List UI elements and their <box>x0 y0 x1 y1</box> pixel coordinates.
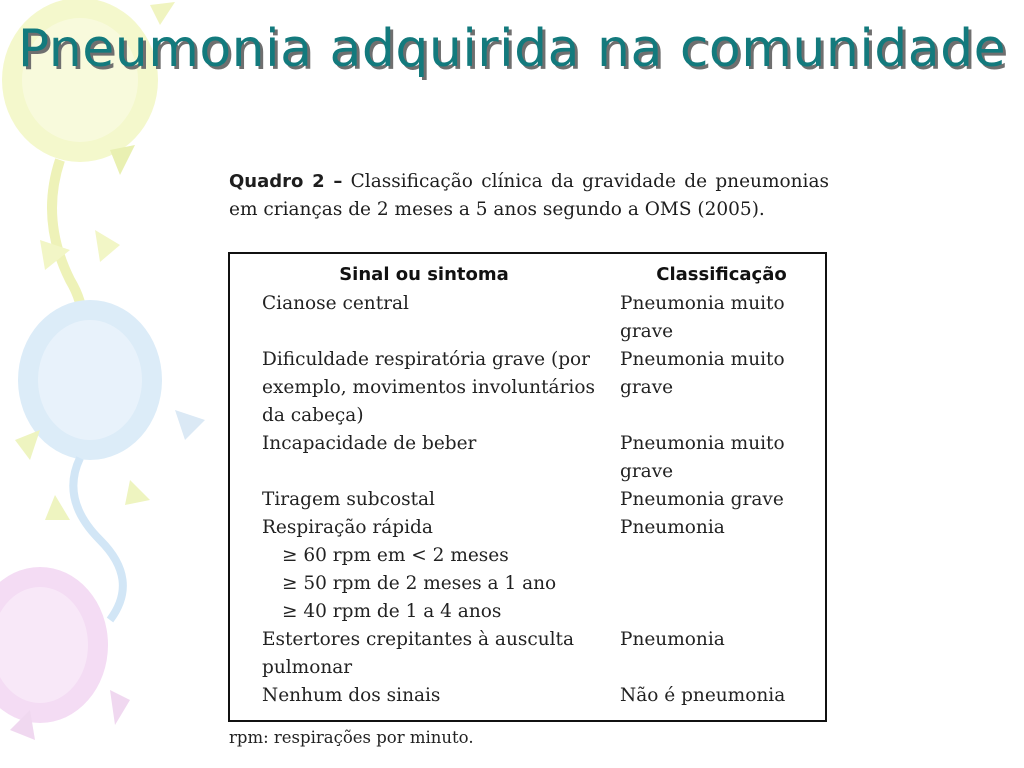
table-row <box>230 290 825 346</box>
sign-cell: Incapacidade de beber <box>262 433 477 454</box>
table-row <box>230 430 825 486</box>
table-header-row <box>230 260 825 290</box>
table-row <box>230 626 825 682</box>
column-header-classification: Classificação <box>656 264 787 285</box>
caption-label: Quadro 2 – <box>229 171 343 192</box>
sign-cell: Estertores crepitantes à ausculta pulmonar <box>262 629 575 678</box>
sign-text: Respiração rápida <box>262 517 433 538</box>
classification-cell: Não é pneumonia <box>620 685 786 706</box>
table-row <box>230 486 825 514</box>
classification-cell: Pneumonia muito grave <box>620 349 785 398</box>
table-footnote: rpm: respirações por minuto. <box>229 728 474 747</box>
sign-cell: Dificuldade respiratória grave (por exemplo, movimentos involuntários da cabeça) <box>262 349 595 426</box>
table-row <box>230 514 825 626</box>
table-row <box>230 682 825 710</box>
sign-cell <box>230 514 618 626</box>
caption-text: Classificação clínica da gravidade de pneumonias em crianças de 2 meses a 5 anos segundo a OMS (2005). <box>229 171 829 220</box>
classification-cell: Pneumonia <box>620 629 725 650</box>
sub-criterion: ≥ 40 rpm de 1 a 4 anos <box>282 601 502 622</box>
sub-criterion: ≥ 60 rpm em < 2 meses <box>282 545 509 566</box>
classification-table <box>228 252 827 722</box>
classification-cell: Pneumonia grave <box>620 489 784 510</box>
column-header-sign: Sinal ou sintoma <box>339 264 509 285</box>
sign-cell: Tiragem subcostal <box>262 489 435 510</box>
table-caption <box>229 168 829 224</box>
classification-cell: Pneumonia muito grave <box>620 433 785 482</box>
classification-cell: Pneumonia muito grave <box>620 293 785 342</box>
classification-cell: Pneumonia <box>620 517 725 538</box>
sign-cell: Nenhum dos sinais <box>262 685 441 706</box>
page-title: Pneumonia adquirida na comunidade <box>17 19 1007 79</box>
sign-cell: Cianose central <box>262 293 409 314</box>
sub-criterion: ≥ 50 rpm de 2 meses a 1 ano <box>282 573 557 594</box>
table-row <box>230 346 825 430</box>
balloon-decoration <box>0 0 230 768</box>
